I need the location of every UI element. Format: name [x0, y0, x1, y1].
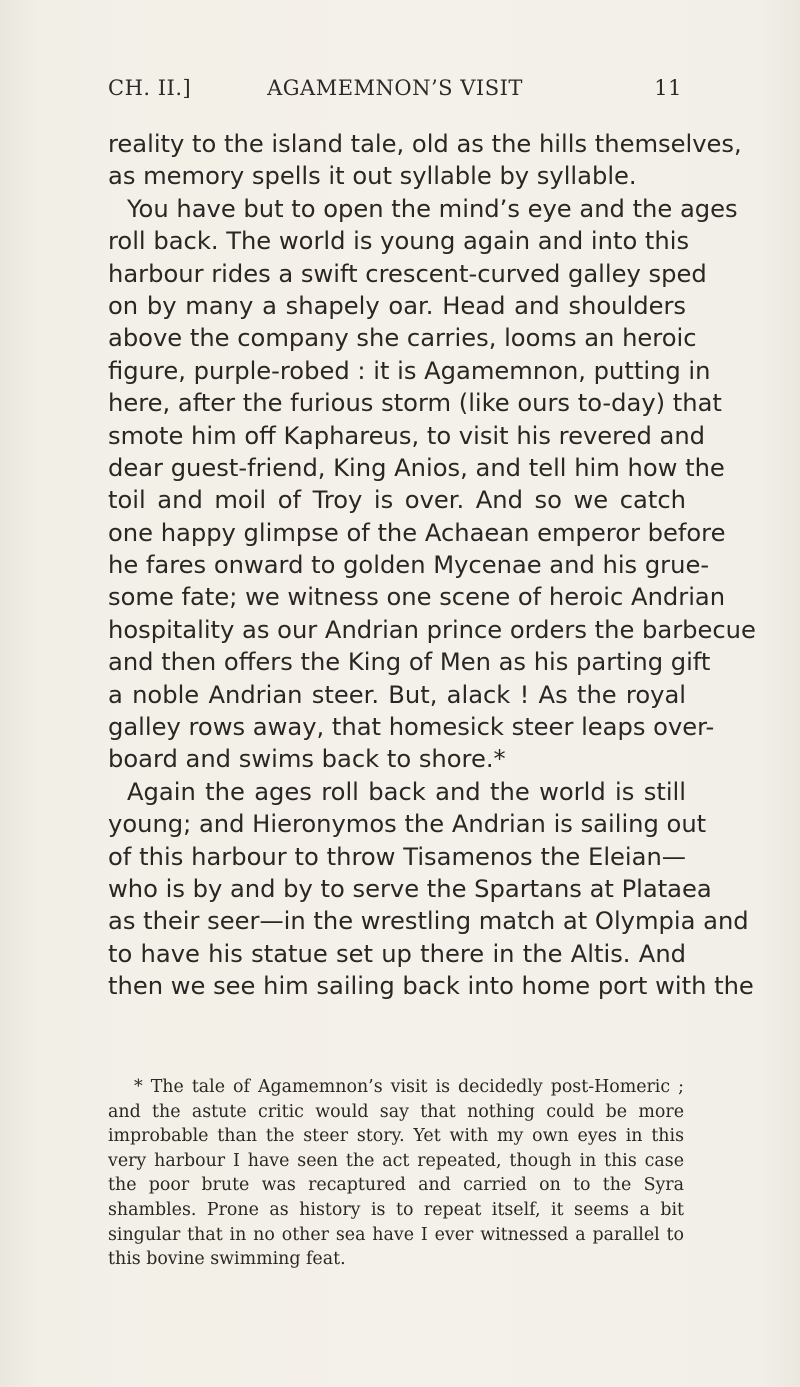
text-line: some fate; we witness one scene of heroic Andrian — [108, 583, 726, 612]
text-line: harbour rides a swift crescent-curved galley sped — [108, 259, 707, 288]
footnote-line: improbable than the steer story. Yet with my own eyes in this — [108, 1126, 684, 1147]
text-line: of this harbour to throw Tisamenos the Eleian— — [108, 842, 686, 871]
page-title: AGAMEMNON’S VISIT — [267, 76, 523, 100]
text-line: and then offers the King of Men as his parting gift — [108, 648, 711, 677]
text-line: roll back. The world is young again and into this — [108, 227, 690, 256]
text-line: dear guest-friend, King Anios, and tell him how the — [108, 453, 725, 482]
footnote-line: the poor brute was recaptured and carried on to the Syra — [108, 1175, 684, 1196]
text-line: to have his statue set up there in the Altis. And — [108, 939, 686, 968]
text-line: then we see him sailing back into home port with the — [108, 972, 754, 1001]
footnote-line: * The tale of Agamemnon’s visit is decidedly post-Homeric ; — [134, 1077, 684, 1097]
text-line: who is by and by to serve the Spartans at Plataea — [108, 874, 712, 903]
text-line: as their seer—in the wrestling match at Olympia and — [108, 907, 749, 936]
text-line: board and swims back to shore.* — [108, 745, 506, 774]
footnote-line: shambles. Prone as history is to repeat itself, it seems a bit — [108, 1199, 684, 1220]
text-line: above the company she carries, looms an heroic — [108, 324, 697, 353]
text-line: galley rows away, that homesick steer leaps over- — [108, 713, 715, 742]
text-line: a noble Andrian steer. But, alack ! As the royal — [108, 680, 686, 709]
body-text — [108, 128, 756, 1003]
text-line: You have but to open the mind’s eye and the ages — [127, 194, 738, 223]
text-line: young; and Hieronymos the Andrian is sailing out — [108, 810, 707, 839]
text-line: Again the ages roll back and the world is still — [127, 777, 686, 806]
text-line: one happy glimpse of the Achaean emperor before — [108, 518, 726, 547]
text-line: figure, purple-robed : it is Agamemnon, putting in — [108, 356, 711, 385]
footnote-line: and the astute critic would say that nothing could be more — [108, 1101, 684, 1122]
text-line: reality to the island tale, old as the hills themselves, — [108, 130, 742, 158]
text-line: here, after the furious storm (like ours to-day) that — [108, 389, 722, 418]
running-head — [108, 76, 682, 106]
text-line: smote him off Kaphareus, to visit his revered and — [108, 421, 705, 450]
chapter-label: CH. II.] — [108, 76, 192, 100]
text-line: he fares onward to golden Mycenae and his grue- — [108, 551, 710, 580]
text-line: as memory spells it out syllable by syllable. — [108, 162, 637, 191]
footnote-line: very harbour I have seen the act repeated, though in this case — [108, 1150, 684, 1171]
footnote-line: this bovine swimming feat. — [108, 1249, 346, 1270]
text-line: hospitality as our Andrian prince orders the barbecue — [108, 615, 756, 644]
text-line: toil and moil of Troy is over. And so we catch — [108, 486, 686, 515]
footnote — [108, 1075, 684, 1272]
page-number: 11 — [654, 76, 682, 100]
text-line: on by many a shapely oar. Head and shoulders — [108, 291, 686, 320]
footnote-line: singular that in no other sea have I ever witnessed a parallel to — [108, 1224, 684, 1245]
